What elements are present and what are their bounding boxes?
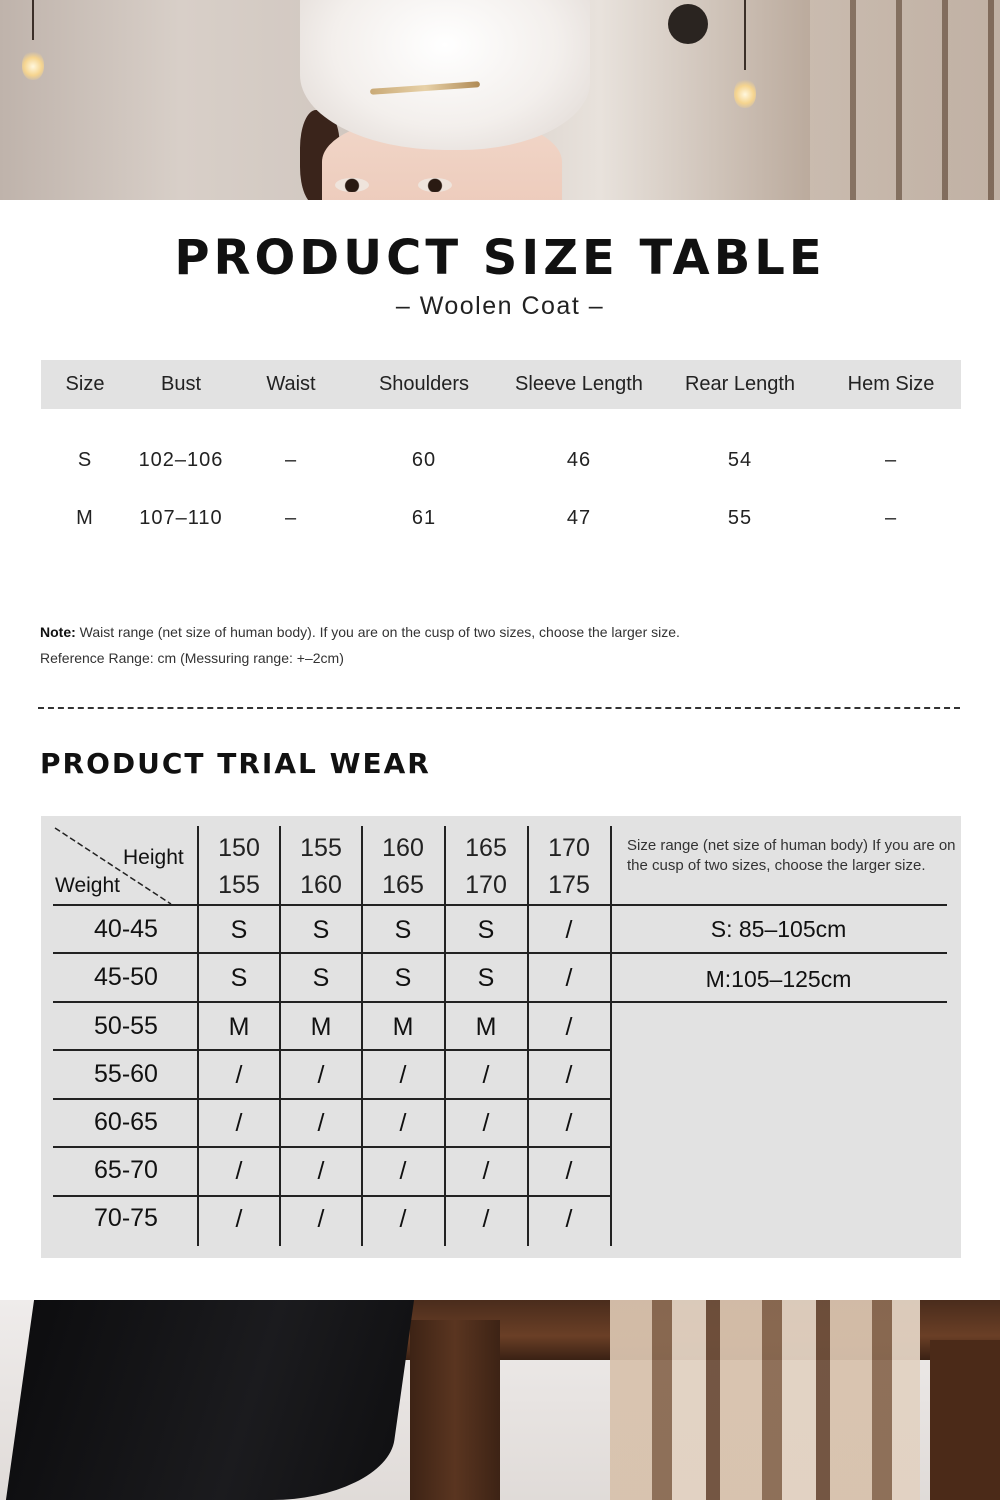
height-from: 160 — [382, 834, 424, 862]
size-cell: / — [317, 1061, 325, 1089]
height-header — [362, 830, 444, 904]
plaid-coat — [610, 1300, 920, 1500]
size-range-m: M:105–125cm — [705, 966, 852, 992]
bottom-model-photo — [0, 1300, 1000, 1500]
grid-line — [53, 1049, 611, 1051]
size-cell: / — [235, 1205, 243, 1233]
size-cell: / — [565, 1157, 573, 1185]
lamp-cord — [32, 0, 34, 40]
height-from: 155 — [300, 834, 342, 862]
size-cell: / — [565, 916, 573, 944]
size-cell: / — [317, 1109, 325, 1137]
size-cell: S — [394, 916, 412, 944]
size-cell: / — [565, 964, 573, 992]
size-cell: M — [228, 1013, 250, 1041]
height-to: 155 — [218, 871, 260, 899]
row-bust: 107–110 — [139, 507, 223, 529]
size-cell: / — [565, 1061, 573, 1089]
row-shoulders: 61 — [411, 507, 437, 529]
height-to: 175 — [548, 871, 590, 899]
trial-wear-table — [41, 816, 961, 1258]
size-cell: / — [482, 1109, 490, 1137]
row-bust: 102–106 — [138, 449, 224, 471]
grid-line — [53, 1098, 611, 1100]
grid-line — [53, 1195, 611, 1197]
size-cell: S — [312, 916, 330, 944]
height-to: 165 — [382, 871, 424, 899]
grid-line — [53, 1001, 947, 1003]
size-cell: S — [312, 964, 330, 992]
fluffy-beret — [300, 0, 590, 150]
size-cell: / — [565, 1013, 573, 1041]
size-cell: / — [235, 1109, 243, 1137]
height-axis-label: Height — [123, 846, 184, 869]
weight-label: 60-65 — [94, 1108, 158, 1136]
top-model-photo — [0, 0, 1000, 200]
grid-line — [53, 904, 947, 906]
grid-line — [610, 826, 612, 1246]
lamp-light — [734, 78, 756, 108]
size-range-note: Size range (net size of human body) If you are on the cusp of two sizes, choose the larger size. — [627, 837, 956, 874]
row-shoulders: 60 — [411, 449, 437, 471]
height-header — [528, 830, 610, 904]
size-cell: M — [392, 1013, 414, 1041]
size-cell: / — [565, 1205, 573, 1233]
size-cell: / — [399, 1157, 407, 1185]
grid-line — [53, 1146, 611, 1148]
note-text — [40, 624, 680, 640]
eye — [418, 178, 452, 192]
wall-fixture — [668, 4, 708, 44]
height-header — [445, 830, 527, 904]
black-trousers — [6, 1300, 414, 1500]
size-cell: S — [394, 964, 412, 992]
note-body: Waist range (net size of human body). If you are on the cusp of two sizes, choose the larger size. — [75, 624, 680, 640]
weight-label: 40-45 — [94, 915, 158, 943]
size-cell: / — [482, 1157, 490, 1185]
weight-label: 50-55 — [94, 1012, 158, 1040]
row-sleeve-length: 46 — [566, 449, 592, 471]
size-cell: / — [317, 1157, 325, 1185]
section-divider — [38, 707, 960, 709]
trial-wear-title: PRODUCT TRIAL WEAR — [40, 747, 431, 780]
size-cell: / — [482, 1061, 490, 1089]
header-rear-length: Rear Length — [684, 373, 796, 395]
height-header — [198, 830, 280, 904]
row-size: M — [76, 507, 94, 529]
row-size: S — [77, 449, 93, 471]
reference-range: Reference Range: cm (Messuring range: +–2cm) — [40, 650, 344, 666]
size-table-header — [41, 360, 961, 409]
row-sleeve-length: 47 — [566, 507, 592, 529]
size-cell: M — [310, 1013, 332, 1041]
note-label: Note: — [40, 624, 76, 640]
size-cell: M — [475, 1013, 497, 1041]
bench-leg — [410, 1320, 500, 1500]
header-hem-size: Hem Size — [847, 373, 935, 395]
size-cell: / — [235, 1061, 243, 1089]
height-from: 165 — [465, 834, 507, 862]
weight-label: 45-50 — [94, 963, 158, 991]
height-to: 170 — [465, 871, 507, 899]
size-cell: S — [230, 964, 248, 992]
weight-label: 70-75 — [94, 1204, 158, 1232]
page-title: PRODUCT SIZE TABLE — [174, 230, 826, 286]
header-sleeve-length: Sleeve Length — [515, 373, 643, 395]
size-range-s: S: 85–105cm — [710, 916, 847, 942]
row-hem-size: – — [884, 449, 898, 471]
weight-axis-label: Weight — [55, 874, 120, 897]
header-shoulders: Shoulders — [378, 373, 470, 395]
window-frame — [810, 0, 1000, 200]
weight-label: 55-60 — [94, 1060, 158, 1088]
size-cell: / — [399, 1109, 407, 1137]
size-cell: / — [235, 1157, 243, 1185]
height-header — [280, 830, 362, 904]
product-subtitle: – Woolen Coat – — [395, 292, 605, 320]
row-waist: – — [284, 449, 298, 471]
row-rear-length: 55 — [727, 507, 753, 529]
height-from: 150 — [218, 834, 260, 862]
bench-end — [930, 1340, 1000, 1500]
row-waist: – — [284, 507, 298, 529]
row-rear-length: 54 — [727, 449, 753, 471]
eye — [335, 178, 369, 192]
size-cell: S — [230, 916, 248, 944]
size-cell: / — [317, 1205, 325, 1233]
size-chart-card — [0, 200, 1000, 1300]
size-cell: / — [399, 1205, 407, 1233]
lamp-cord — [744, 0, 746, 70]
row-hem-size: – — [884, 507, 898, 529]
size-cell: S — [477, 916, 495, 944]
weight-label: 65-70 — [94, 1156, 158, 1184]
grid-line — [53, 952, 947, 954]
size-cell: / — [482, 1205, 490, 1233]
height-from: 170 — [548, 834, 590, 862]
lamp-light — [22, 50, 44, 80]
header-bust: Bust — [160, 373, 202, 395]
size-cell: S — [477, 964, 495, 992]
header-size: Size — [65, 373, 105, 395]
size-cell: / — [399, 1061, 407, 1089]
height-to: 160 — [300, 871, 342, 899]
size-cell: / — [565, 1109, 573, 1137]
header-waist: Waist — [266, 373, 316, 395]
